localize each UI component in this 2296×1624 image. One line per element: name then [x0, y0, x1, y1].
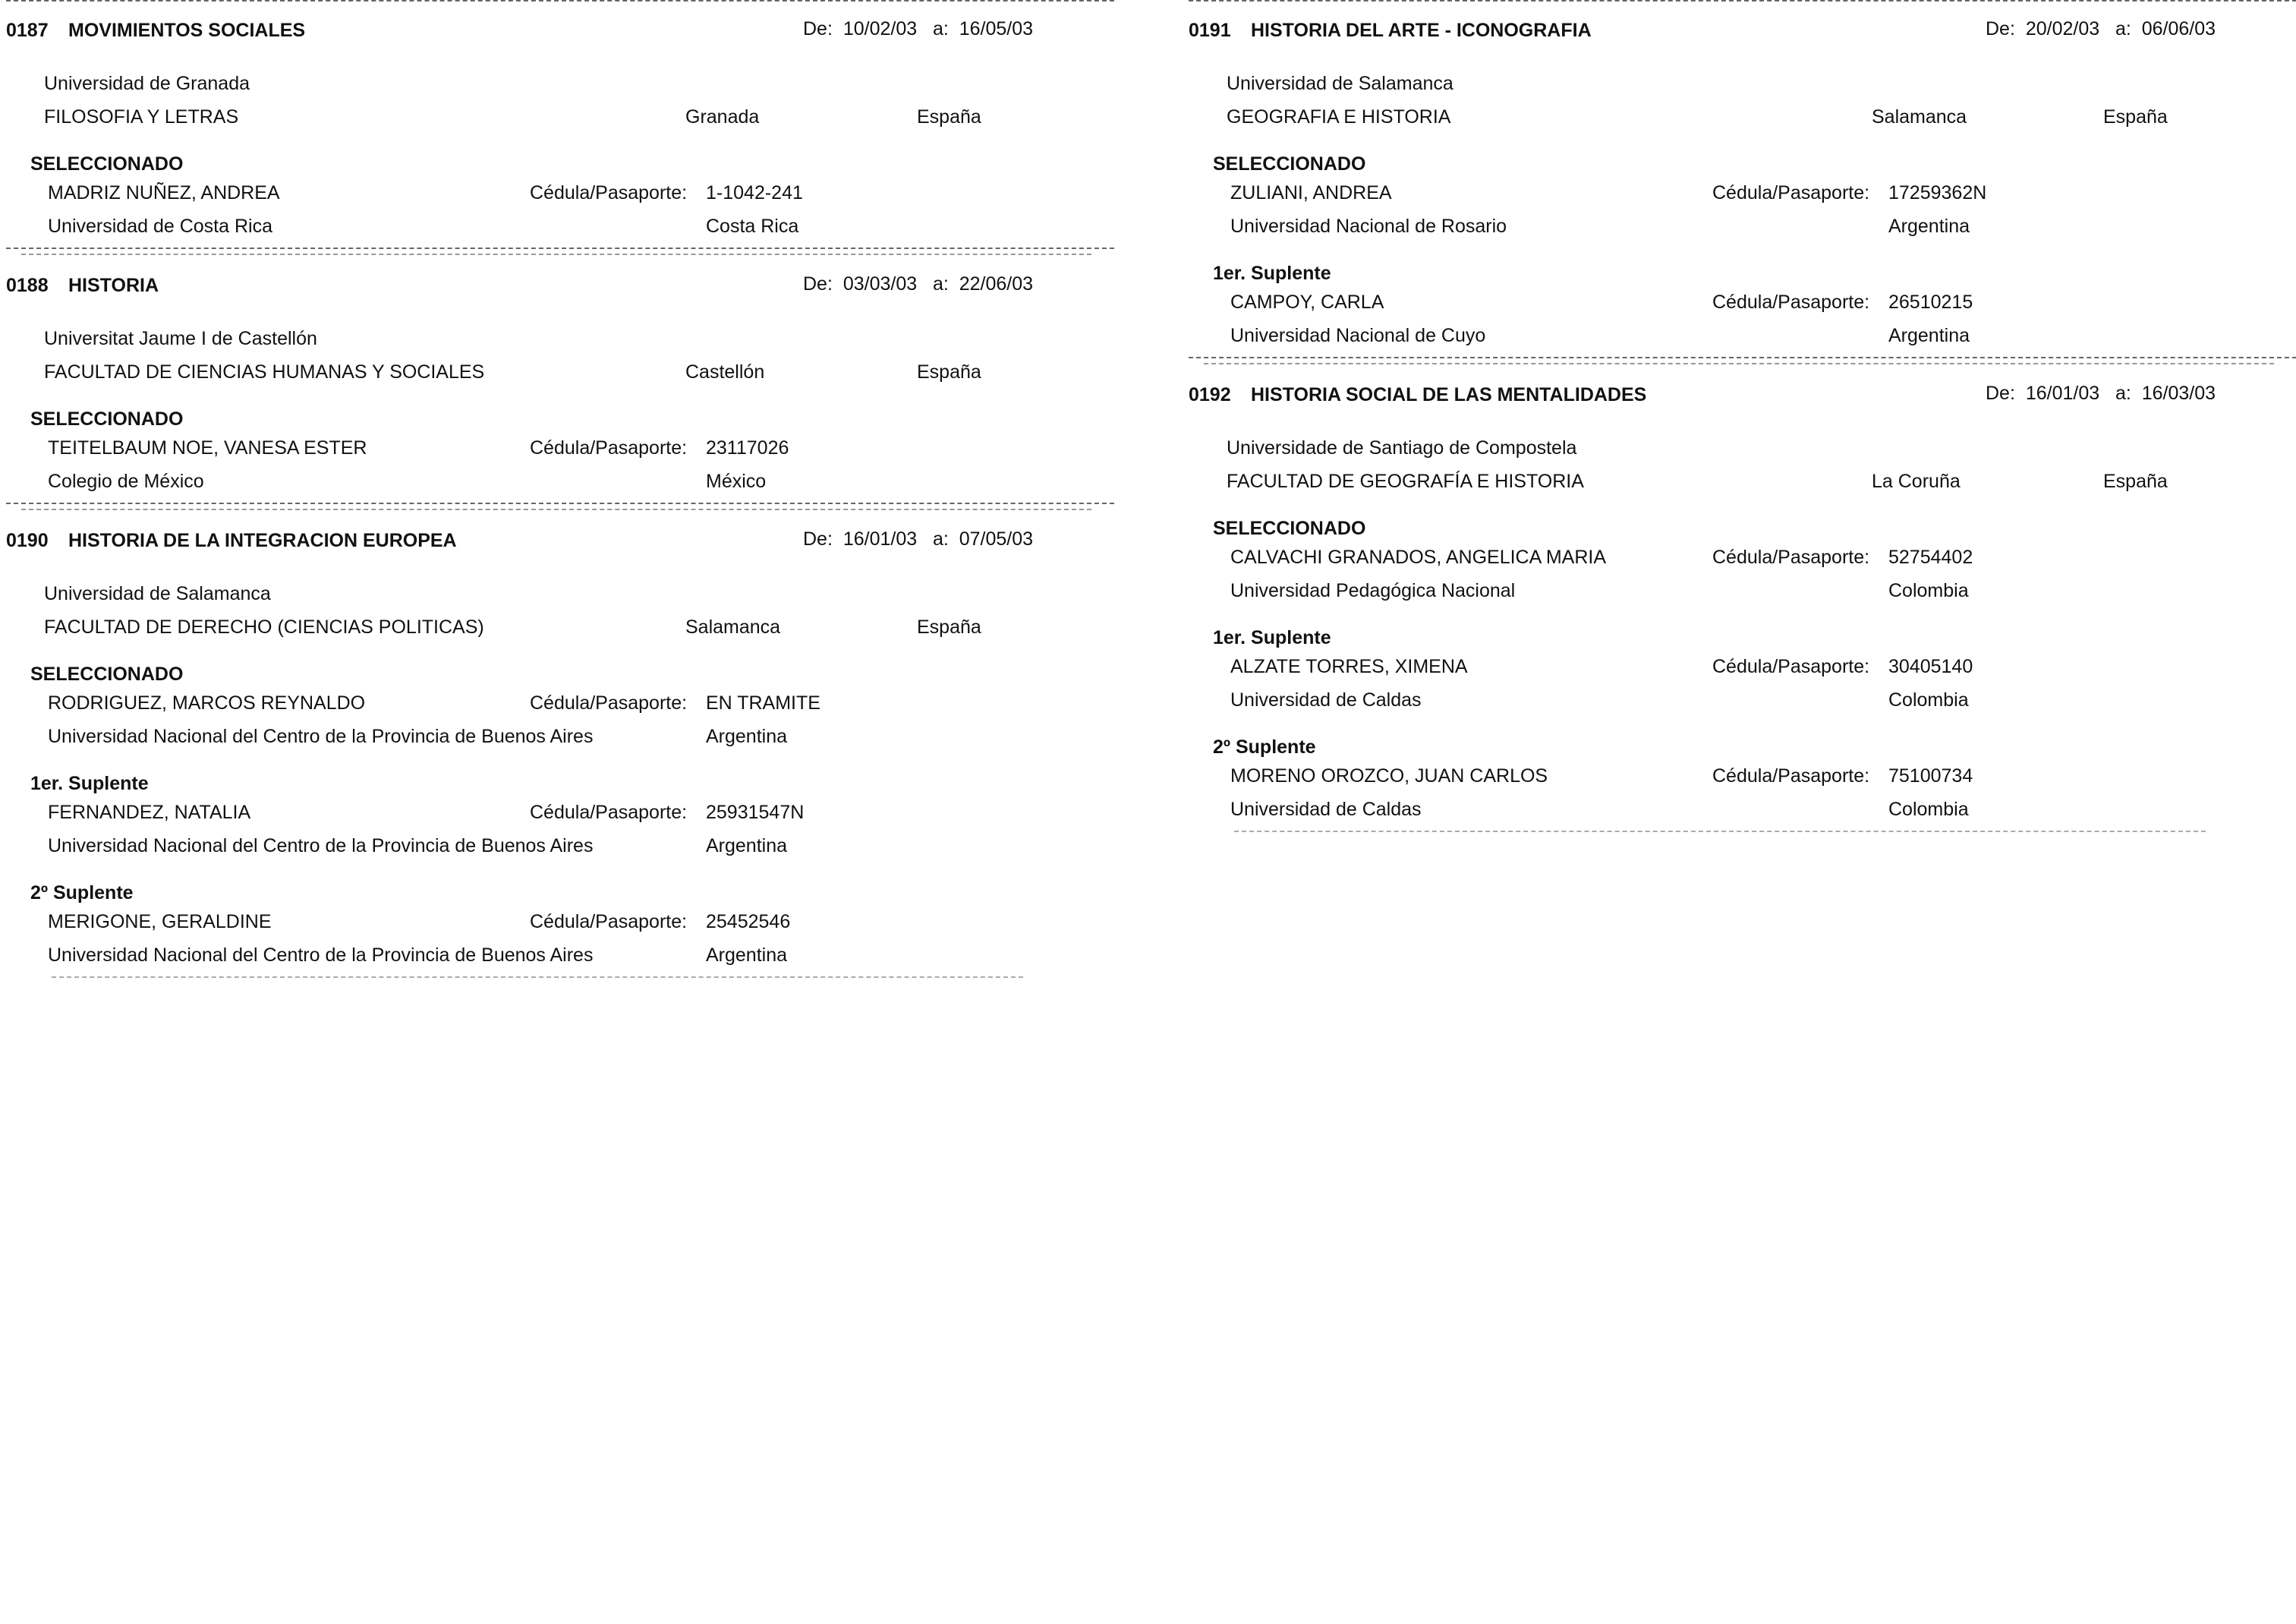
cedula-label: Cédula/Pasaporte: — [530, 182, 688, 203]
candidate-country: Argentina — [1888, 325, 1970, 346]
host-university-row — [6, 577, 1114, 610]
candidate-name-row — [6, 176, 1114, 210]
date-from: 16/01/03 — [2025, 383, 2100, 404]
cedula-label: Cédula/Pasaporte: — [530, 692, 688, 714]
host-faculty-row — [6, 610, 1114, 644]
host-university-row — [1189, 67, 2296, 100]
candidate-role: 2º Suplente — [30, 882, 134, 903]
date-from: 03/03/03 — [842, 273, 918, 295]
candidate-name: CALVACHI GRANADOS, ANGELICA MARIA — [1230, 547, 1607, 568]
candidate-country: Argentina — [706, 835, 788, 856]
host-university-row — [6, 67, 1114, 100]
candidate-name-row — [1189, 176, 2296, 210]
candidate-name: MERIGONE, GERALDINE — [48, 911, 272, 932]
candidate-country: Argentina — [706, 726, 788, 747]
host-city: Salamanca — [1872, 106, 1967, 128]
host-country: España — [917, 361, 981, 383]
cedula-value: 17259362N — [1888, 182, 1987, 203]
cedula-value: 30405140 — [1888, 656, 1973, 677]
host-faculty-row — [6, 355, 1114, 389]
host-city: Castellón — [685, 361, 765, 383]
candidate-university-row — [6, 720, 1114, 753]
host-university: Universidad de Salamanca — [1227, 73, 1454, 94]
cedula-value: 23117026 — [706, 437, 789, 459]
candidate — [6, 644, 1114, 753]
course-header — [6, 5, 1114, 47]
candidate-university-row — [6, 938, 1114, 972]
candidate-name: FERNANDEZ, NATALIA — [48, 802, 251, 823]
host-faculty-row — [1189, 465, 2296, 498]
course-code: 0192 — [1189, 384, 1231, 405]
candidate-university-row — [6, 829, 1114, 862]
cedula-value: EN TRAMITE — [706, 692, 820, 714]
candidate-country: Colombia — [1888, 580, 1969, 601]
candidate — [6, 753, 1114, 862]
date-to-label: a: — [2115, 383, 2131, 404]
host-university: Universidad de Granada — [44, 73, 250, 94]
candidate-name-row — [6, 431, 1114, 465]
candidate-name: CAMPOY, CARLA — [1230, 292, 1384, 313]
course-code: 0188 — [6, 275, 49, 296]
candidate-university: Universidad Nacional de Cuyo — [1230, 325, 1486, 346]
host-country: España — [917, 106, 981, 128]
date-to-label: a: — [2115, 18, 2131, 39]
course-title: HISTORIA DE LA INTEGRACION EUROPEA — [68, 530, 457, 551]
candidate-role-row — [6, 767, 1114, 796]
dashed-separator — [1189, 352, 2296, 369]
dashed-separator — [6, 243, 1114, 260]
host-faculty-row — [1189, 100, 2296, 134]
candidate-university-row — [1189, 683, 2296, 717]
date-from-label: De: — [803, 273, 833, 295]
candidate-name: TEITELBAUM NOE, VANESA ESTER — [48, 437, 367, 459]
candidate-name: ZULIANI, ANDREA — [1230, 182, 1392, 203]
candidate-role-row — [1189, 257, 2296, 285]
course-dates — [803, 18, 1033, 40]
host-country: España — [917, 616, 981, 638]
candidate-name-row — [6, 796, 1114, 829]
course-block-0187 — [6, 0, 1114, 243]
date-from: 16/01/03 — [842, 528, 918, 550]
candidate-university-row — [1189, 319, 2296, 352]
candidate-university: Universidad Pedagógica Nacional — [1230, 580, 1516, 601]
candidate-name: ALZATE TORRES, XIMENA — [1230, 656, 1468, 677]
host-faculty: FACULTAD DE DERECHO (CIENCIAS POLITICAS) — [44, 616, 484, 638]
candidate-university-row — [1189, 210, 2296, 243]
date-to: 22/06/03 — [959, 273, 1034, 295]
candidate-role: SELECCIONADO — [30, 408, 184, 430]
candidate-role: 1er. Suplente — [30, 773, 149, 794]
host-city: Salamanca — [685, 616, 781, 638]
candidate-country: Colombia — [1888, 799, 1969, 820]
course-title: HISTORIA DEL ARTE - ICONOGRAFIA — [1251, 20, 1592, 41]
candidate-university-row — [6, 465, 1114, 498]
dashed-separator — [6, 498, 1114, 515]
cedula-value: 25452546 — [706, 911, 791, 932]
cedula-label: Cédula/Pasaporte: — [1712, 656, 1870, 677]
course-header — [6, 260, 1114, 302]
candidate-university: Universidad Nacional del Centro de la Provincia de Buenos Aires — [48, 726, 594, 747]
date-from-label: De: — [803, 528, 833, 550]
course-block-0188 — [6, 243, 1114, 498]
cedula-label: Cédula/Pasaporte: — [1712, 547, 1870, 568]
course-title: HISTORIA — [68, 275, 159, 296]
candidate — [1189, 607, 2296, 717]
candidate-role-row — [1189, 512, 2296, 541]
candidate-university: Universidad Nacional del Centro de la Provincia de Buenos Aires — [48, 835, 594, 856]
course-code: 0187 — [6, 20, 49, 41]
candidate-role: SELECCIONADO — [1213, 153, 1366, 175]
candidate-role: 1er. Suplente — [1213, 263, 1331, 284]
date-to: 06/06/03 — [2141, 18, 2216, 39]
course-block-0191 — [1189, 0, 2296, 352]
course-code: 0190 — [6, 530, 49, 551]
candidate-country: Costa Rica — [706, 216, 799, 237]
candidate-role-row — [1189, 621, 2296, 650]
date-to-label: a: — [932, 528, 949, 550]
candidate — [1189, 498, 2296, 607]
candidate-name-row — [1189, 541, 2296, 574]
course-dates — [803, 528, 1033, 550]
date-from-label: De: — [803, 18, 833, 39]
candidate-role-row — [6, 147, 1114, 176]
cedula-label: Cédula/Pasaporte: — [530, 802, 688, 823]
course-header — [1189, 5, 2296, 47]
candidate-role: SELECCIONADO — [30, 664, 184, 685]
candidate-university: Universidad de Costa Rica — [48, 216, 272, 237]
candidate-name: MORENO OROZCO, JUAN CARLOS — [1230, 765, 1548, 787]
host-faculty: FACULTAD DE CIENCIAS HUMANAS Y SOCIALES — [44, 361, 485, 383]
host-faculty: FILOSOFIA Y LETRAS — [44, 106, 239, 128]
candidate-name: RODRIGUEZ, MARCOS REYNALDO — [48, 692, 366, 714]
date-to: 16/03/03 — [2141, 383, 2216, 404]
candidate-role: SELECCIONADO — [30, 153, 184, 175]
course-block-0190 — [6, 498, 1114, 972]
cedula-value: 52754402 — [1888, 547, 1973, 568]
cedula-value: 25931547N — [706, 802, 805, 823]
course-header — [1189, 369, 2296, 412]
date-to-label: a: — [932, 18, 949, 39]
candidate-university-row — [6, 210, 1114, 243]
candidate-name-row — [6, 905, 1114, 938]
cedula-label: Cédula/Pasaporte: — [1712, 292, 1870, 313]
candidate-university: Universidad Nacional de Rosario — [1230, 216, 1507, 237]
cedula-label: Cédula/Pasaporte: — [530, 437, 688, 459]
date-from: 20/02/03 — [2025, 18, 2100, 39]
date-to-label: a: — [932, 273, 949, 295]
host-university: Universidade de Santiago de Compostela — [1227, 437, 1577, 459]
candidate-university-row — [1189, 793, 2296, 826]
candidate-role-row — [6, 876, 1114, 905]
date-from-label: De: — [1986, 18, 2015, 39]
course-dates — [803, 273, 1033, 295]
candidate-role: 1er. Suplente — [1213, 627, 1331, 648]
date-to: 07/05/03 — [959, 528, 1034, 550]
host-country: España — [2103, 471, 2168, 492]
candidate-university: Universidad de Caldas — [1230, 799, 1422, 820]
course-dates — [1986, 383, 2216, 405]
candidate-university: Colegio de México — [48, 471, 204, 492]
candidate — [1189, 134, 2296, 243]
candidate — [1189, 243, 2296, 352]
candidate-name: MADRIZ NUÑEZ, ANDREA — [48, 182, 280, 203]
candidate — [6, 862, 1114, 972]
cedula-label: Cédula/Pasaporte: — [1712, 765, 1870, 787]
candidate-name-row — [1189, 650, 2296, 683]
host-city: La Coruña — [1872, 471, 1961, 492]
cedula-value: 75100734 — [1888, 765, 1973, 787]
candidate-university: Universidad de Caldas — [1230, 689, 1422, 711]
host-faculty: FACULTAD DE GEOGRAFÍA E HISTORIA — [1227, 471, 1584, 492]
candidate-role-row — [6, 657, 1114, 686]
candidate-role: SELECCIONADO — [1213, 518, 1366, 539]
course-code: 0191 — [1189, 20, 1231, 41]
dashed-separator — [1189, 826, 2296, 843]
candidate-role: 2º Suplente — [1213, 736, 1316, 758]
host-faculty: GEOGRAFIA E HISTORIA — [1227, 106, 1451, 128]
course-block-0192 — [1189, 352, 2296, 826]
host-university-row — [6, 322, 1114, 355]
candidate-name-row — [6, 686, 1114, 720]
host-university: Universidad de Salamanca — [44, 583, 271, 604]
cedula-label: Cédula/Pasaporte: — [530, 911, 688, 932]
cedula-value: 26510215 — [1888, 292, 1973, 313]
date-from: 10/02/03 — [842, 18, 918, 39]
course-dates — [1986, 18, 2216, 40]
cedula-value: 1-1042-241 — [706, 182, 803, 203]
host-university-row — [1189, 431, 2296, 465]
left-column — [6, 0, 1114, 989]
candidate-role-row — [6, 402, 1114, 431]
candidate-name-row — [1189, 285, 2296, 319]
candidate — [6, 389, 1114, 498]
date-to: 16/05/03 — [959, 18, 1034, 39]
cedula-label: Cédula/Pasaporte: — [1712, 182, 1870, 203]
host-city: Granada — [685, 106, 760, 128]
candidate-country: México — [706, 471, 767, 492]
candidate-country: Colombia — [1888, 689, 1969, 711]
candidate — [6, 134, 1114, 243]
candidate-role-row — [1189, 730, 2296, 759]
course-header — [6, 515, 1114, 557]
candidate-country: Argentina — [706, 944, 788, 966]
candidate-university-row — [1189, 574, 2296, 607]
host-faculty-row — [6, 100, 1114, 134]
candidate — [1189, 717, 2296, 826]
host-university: Universitat Jaume I de Castellón — [44, 328, 317, 349]
candidate-university: Universidad Nacional del Centro de la Provincia de Buenos Aires — [48, 944, 594, 966]
candidate-name-row — [1189, 759, 2296, 793]
date-from-label: De: — [1986, 383, 2015, 404]
right-column — [1189, 0, 2296, 843]
candidate-role-row — [1189, 147, 2296, 176]
course-title: HISTORIA SOCIAL DE LAS MENTALIDADES — [1251, 384, 1647, 405]
course-title: MOVIMIENTOS SOCIALES — [68, 20, 306, 41]
candidate-country: Argentina — [1888, 216, 1970, 237]
host-country: España — [2103, 106, 2168, 128]
dashed-separator — [6, 972, 1114, 989]
